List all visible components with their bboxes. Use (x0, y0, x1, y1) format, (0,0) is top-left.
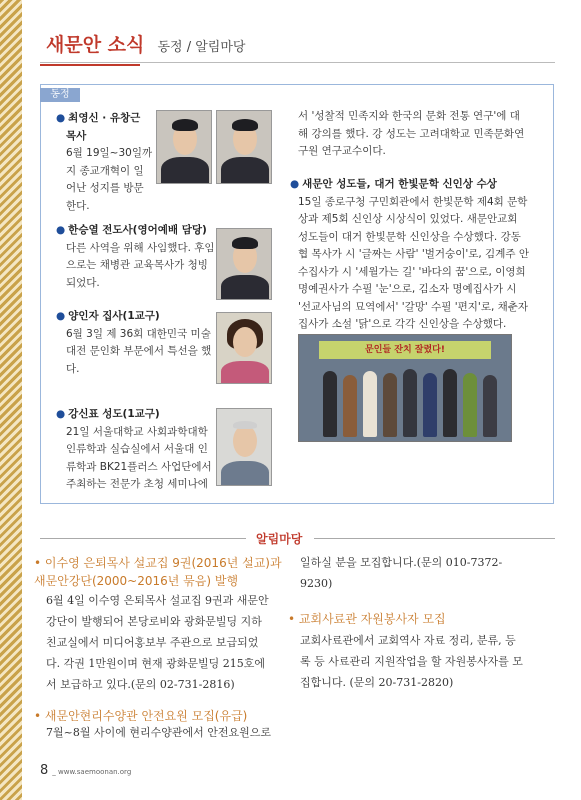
notice-title: • 교회사료관 자원봉사자 모집 (288, 612, 446, 626)
entry-line: 6월 3일 제 36회 대한민국 미술 (66, 327, 211, 340)
page-header (46, 30, 245, 60)
entry-name-2: 목사 (66, 129, 87, 142)
bullet-icon: ● (56, 224, 66, 236)
award-title: 새문안 성도들, 대거 한빛문학 신인상 수상 (302, 178, 497, 190)
entry-line: 으로는 채병관 교육목사가 청빙 (66, 259, 208, 271)
entry-line: 대전 문인화 부문에서 특선을 했 (66, 345, 212, 357)
bullet-icon: ● (290, 178, 300, 190)
award-line: 상과 제5회 신인상 시상식이 있었다. 새문안교회 (298, 213, 518, 225)
footer-url: _ www.saemoonan.org (52, 768, 132, 776)
news-entry-1 (56, 110, 156, 215)
entry-line: 지 종교개혁이 일 (66, 164, 144, 177)
entry-name: 양인자 집사(1교구) (68, 310, 160, 322)
header-accent (40, 64, 140, 66)
notice-title: • 이수영 은퇴목사 설교집 9권(2016년 설교)과 새문안강단(2000~2016년 묶음) 발행 (34, 556, 282, 588)
portrait-photo (216, 228, 272, 300)
page-title: 새문안 소식 (46, 34, 145, 56)
group-photo (298, 334, 512, 442)
portrait-photo (216, 110, 272, 184)
entry-line: 어난 성지를 방문 (66, 182, 144, 194)
photo-banner: 문인들 잔치 잘렸다! (319, 341, 491, 359)
entry-line: 주최하는 전문가 초청 세미나에 (66, 478, 208, 490)
notice-title: • 새문안현리수양관 안전요원 모집(유급) (34, 709, 248, 723)
entry-name: 강신표 성도(1교구) (68, 408, 160, 420)
notice-body: 일하실 분을 모집합니다.(문의 010-7372- 9230) (300, 556, 503, 590)
notice-body: 교회사료관에서 교회역사 자료 정리, 분류, 등 록 등 사료관리 지원작업을 할 자원봉사자를 모 집합니다. (문의 20-731-2820) (300, 634, 523, 689)
entry-line: 인류학과 실습실에서 서울대 인 (66, 443, 208, 455)
entry-name: 최영신 · 유창근 (68, 112, 141, 124)
notice-body: 7월~8월 사이에 현리수양관에서 안전요원으로 (46, 726, 271, 739)
portrait-photo (156, 110, 212, 184)
entry-line: 다른 사역을 위해 사임했다. 후임 (66, 241, 215, 254)
decorative-stripe (0, 0, 22, 800)
award-line: 수집사가 시 '세월가는 길' '바다의 꿈'으로, 이영희 (298, 265, 526, 278)
news-badge: 동정 (40, 88, 80, 102)
entry-line: 21일 서울대학교 사회과학대학 (66, 425, 208, 438)
breadcrumb: 동정 / 알림마당 (157, 40, 246, 55)
page-number: 8 (40, 763, 49, 778)
entry-line: 한다. (66, 199, 90, 212)
portrait-photo (216, 408, 272, 486)
news-entry-4 (56, 406, 216, 494)
entry-name: 한승열 전도사(영어예배 담당) (68, 224, 207, 236)
notice-body: 6월 4일 이수영 은퇴목사 설교집 9권과 새문안 강단이 발행되어 본당로비와 광화문빌딩 지하 친교실에서 미디어홍보부 주관으로 보급되었 다. 각권 1만원이며 현재 광화문빌딩 215호에 서 보급하고 있다.(문의 02-731-2816) (46, 594, 269, 691)
portrait-photo (216, 312, 272, 384)
award-line: 집사가 소설 '닭'으로 각각 신인상을 수상했다. (298, 318, 507, 330)
news-entry-3 (56, 308, 216, 378)
award-line: 15일 종로구청 구민회관에서 한빛문학 제4회 문학 (298, 195, 528, 208)
bullet-icon: ● (56, 408, 66, 420)
award-line: 명예권사가 수필 '눈'으로, 김소자 명예집사가 시 (298, 283, 517, 295)
news-entry-2 (56, 222, 216, 292)
entry-line: 6월 19일~30일까 (66, 147, 153, 159)
header-divider (40, 62, 555, 63)
bullet-icon: ● (56, 310, 66, 322)
notice-label: 알림마당 (256, 532, 303, 546)
award-line: '선교사님의 묘역에서' '갈망' 수필 '편지'로, 채춘자 (298, 300, 529, 313)
entry-line: 되었다. (66, 276, 100, 289)
award-line: 협 목사가 시 '글짜는 사람' '벌거숭이'로, 김계주 안 (298, 248, 529, 260)
bullet-icon: ● (56, 112, 66, 124)
page-footer (40, 763, 131, 778)
award-line: 성도들이 대거 한빛문학 신인상을 수상했다. 강동 (298, 230, 521, 243)
right-top-text: 서 '성찰적 민족지와 한국의 문화 전통 연구'에 대 해 강의를 했다. 강 성도는 고려대학교 민족문화연 구원 연구교수이다. (298, 110, 525, 157)
entry-line: 다. (66, 362, 80, 375)
award-article (290, 176, 540, 334)
entry-line: 류학과 BK21플러스 사업단에서 (66, 460, 212, 473)
